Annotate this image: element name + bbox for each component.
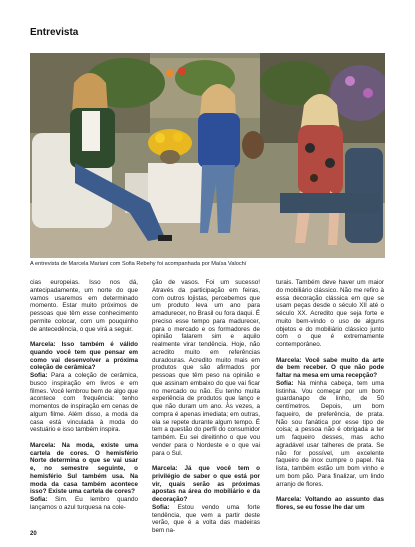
section-title: Entrevista bbox=[30, 27, 79, 38]
text-column-1 bbox=[30, 279, 138, 512]
answer-paragraph: Sofia: Estou vendo uma forte tendência, que vem a partir deste verão, que é a volta das madeiras bem na- bbox=[152, 503, 261, 534]
question-paragraph: Marcela: Na moda, existe uma cartela de cores. O hemisfério Norte determina o que se vai usar e, no semestre seguinte, o hemisfério Sul também usa. Na moda da casa também acontece isso? Existe uma cartela de cores? bbox=[30, 441, 138, 496]
answer-paragraph: Sofia: Para a coleção de cerâmica, busco inspiração em livros e em filmes. Você lembrou bem de algo que acontece com frequência: tenho momentos de inspiração em cenas de algum filme. Além disso, a moda da casa está vinculada à moda do vestuário e isso também inspira. bbox=[30, 372, 138, 434]
photo-caption: A entrevista de Marcela Mariani com Sofia Rebehy foi acompanhada por Maísa Valochi bbox=[30, 261, 246, 267]
paragraph: turais. Também deve haver um maior do mobiliário clássico. Não me refiro à essa decoração clássica em que se usam peças desde o século XII até o século XX. Acredito que seja forte e muito bem-vindo o uso de alguns objetos e do mobiliário clássico junto com o que é extremamente contemporâneo. bbox=[276, 279, 384, 348]
question-paragraph: Marcela: Voltando ao assunto das flores, se eu fosse lhe dar um bbox=[276, 496, 384, 511]
question-paragraph: Marcela: Você sabe muito da arte de bem receber. O que não pode faltar na mesa em uma recepção? bbox=[276, 356, 384, 379]
page-number: 20 bbox=[30, 531, 37, 537]
paragraph: ção de vasos. Foi um sucesso! Através da participação em feiras, com outros lojistas, percebemos que um produto leva um ano para amadurecer, no Brasil ou fora daqui. É preciso esse tempo para madurecer, para o mercado e os formadores de opinião falarem sim e aquilo realmente virar tendência. Hoje, não acredito muito em referências duradouras. Acredito muito mais em produtos que são afirmados por pessoas que têm peso na opinião e que assinam embaixo do que vai ficar no mercado ou não. Eu tenho muita experiência de produtos que lanço e que não duram um ano. Às vezes, a compra é apenas imediata; em outras, ela se repete durante algum tempo. É tem a questão do perfil do consumidor também. Eu sei direitinho o que vou vender para o Nordeste e o que vai para o Sul. bbox=[152, 279, 260, 457]
answer-paragraph: Sofia: Sim. Eu lembro quando lançamos o azul turquesa na cole- bbox=[30, 496, 138, 511]
interview-photo bbox=[30, 53, 385, 258]
answer-paragraph: Sofia: Na minha cabeça, tem uma listinha. Vou começar por um bom guardanapo de linho, de 50 centímetros. Depois, um bom faqueiro, de preferência, de prata. Não sou fanática por esse tipo de coisa; a pessoa não é obrigada a ter um faqueiro desses, mas acho agradável usar talheres de prata. Se não for possível, um excelente faqueiro de inox cumpre o papel. Na lista, também estão um bom vinho e um bom pão. Para finalizar, um lindo arranjo de flores. bbox=[276, 379, 385, 488]
interview-photo-illustration bbox=[30, 53, 385, 258]
paragraph: cias europeias. Isso nos dá, antecipadamente, um norte do que vamos usaremos em determinado momento. Estar muito próximos de pessoas que têm esse conhecimento permite colocar, com um pouquinho de antecedência, o que virá a seguir. bbox=[30, 279, 138, 333]
question-paragraph: Marcela: Isso também é válido quando você tem que pensar em como vai desenvolver a próxima coleção de cerâmica? bbox=[30, 341, 138, 372]
text-column-2 bbox=[152, 279, 260, 535]
text-column-3 bbox=[276, 279, 384, 512]
question-paragraph: Marcela: Já que você tem o privilégio de saber o que está por vir, quais serão as próximas apostas na área do mobiliário e da decoração? bbox=[152, 465, 260, 503]
